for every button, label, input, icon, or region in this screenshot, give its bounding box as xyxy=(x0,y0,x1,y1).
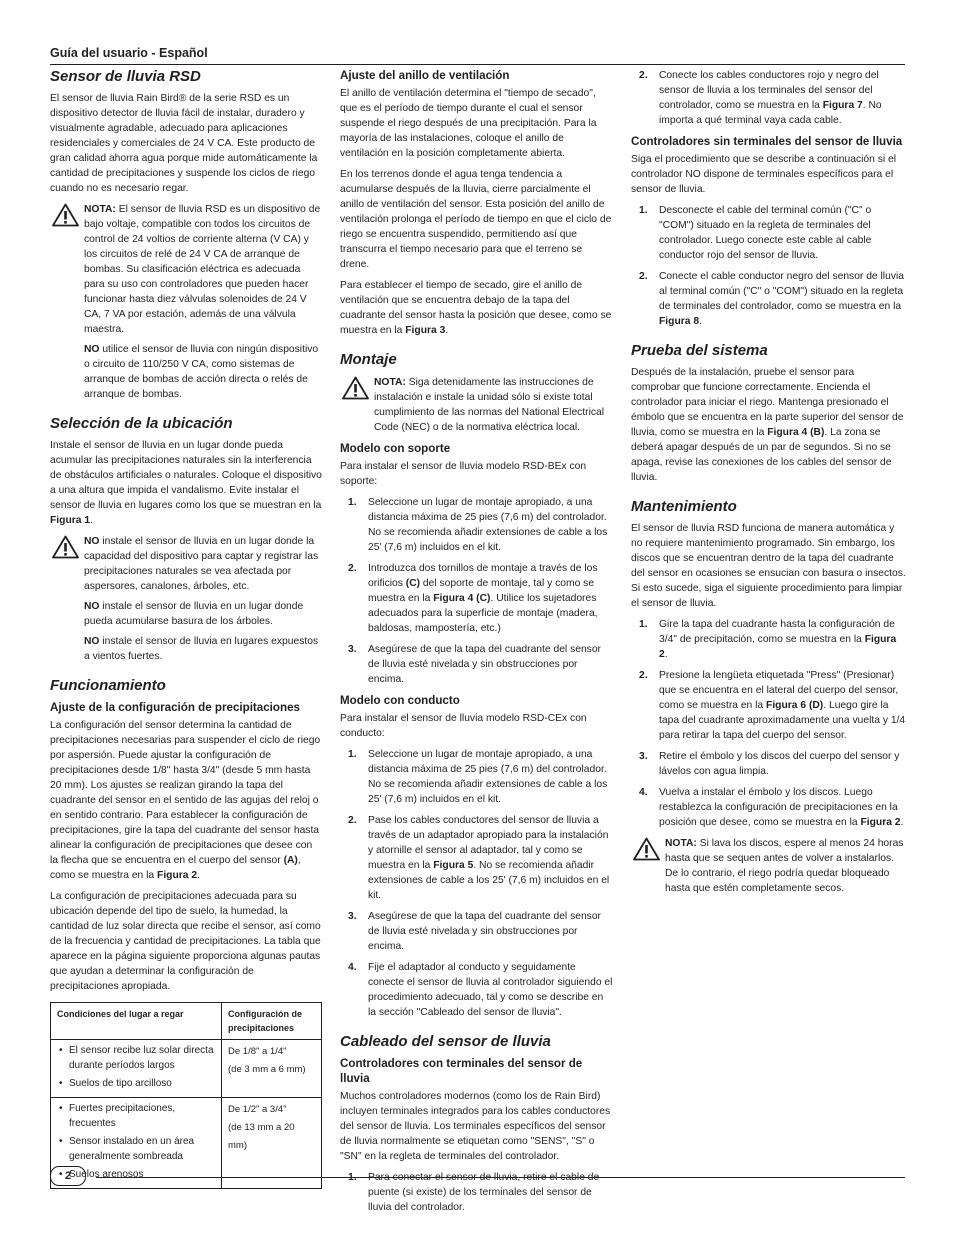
list-item: 2. Pase los cables conductores del sensor de lluvia a través de un adaptador apropiado para la instalación y atornille el sensor al adaptador, tal y como se muestra en la Figura 5. No se recomienda añadir extensiones de cable a los 25' (7,6 m) incluidos en el kit. xyxy=(348,815,610,901)
list-item: 3. Retire el émbolo y los discos del cuerpo del sensor y lávelos con agua limpia. xyxy=(639,751,900,777)
footer-rule xyxy=(96,1177,905,1178)
section-title-mounting: Montaje xyxy=(340,351,397,368)
subsection-title-bracket-model: Modelo con soporte xyxy=(340,442,451,455)
warning-icon xyxy=(52,203,79,227)
bracket-steps xyxy=(340,495,614,687)
table-header: Configuración de precipitaciones xyxy=(222,1003,322,1040)
list-item: 1. Para conectar el sensor de lluvia, retire el cable de puente (si existe) de los terminales del sensor de lluvia del controlador. xyxy=(348,1172,600,1213)
header-rule xyxy=(50,64,905,65)
list-item: 3. Asegúrese de que la tapa del cuadrante del sensor de lluvia esté nivelada y sin obstrucciones por encima. xyxy=(348,911,601,952)
section-title-wiring: Cableado del sensor de lluvia xyxy=(340,1033,551,1050)
list-item: 1. Gire la tapa del cuadrante hasta la configuración de 3/4" de precipitación, como se muestra en la Figura 2. xyxy=(639,619,897,660)
page-header-title: Guía del usuario - Español xyxy=(50,46,208,60)
list-item: 2. Conecte los cables conductores rojo y negro del sensor de lluvia a los terminales del sensor del controlador, como se muestra en la Figura 7. No importa a qué terminal vaya cada cable. xyxy=(639,70,882,126)
page-number: 2 xyxy=(50,1166,86,1186)
warning-icon xyxy=(52,535,79,559)
section-title-system-test: Prueba del sistema xyxy=(631,342,768,359)
subsection-title-without-terminals: Controladores sin terminales del sensor de lluvia xyxy=(631,135,903,148)
warning-icon xyxy=(633,837,660,861)
list-item: 4. Vuelva a instalar el émbolo y los discos. Luego restablezca la configuración de precipitaciones en la posición que desee, como se muestra en la Figura 2. xyxy=(639,787,904,828)
subsection-title-precipitation: Ajuste de la configuración de precipitaciones xyxy=(50,701,300,714)
section-title-location: Selección de la ubicación xyxy=(50,415,233,432)
list-item: 2. Conecte el cable conductor negro del sensor de lluvia al terminal común ("C" o "COM") situado en la regleta de terminales del controlador, como se muestra en la Figura 8. xyxy=(639,271,904,327)
list-item: 2. Presione la lengüeta etiquetada "Press" (Presionar) que se encuentra en el lateral del cuerpo del sensor, como se muestra en la Figura 6 (D). Luego gire la tapa del cuadrante aproximadamente una vuelta y 1/4 para retirar la tapa del cuerpo del sensor. xyxy=(639,670,906,741)
list-item: 3. Asegúrese de que la tapa del cuadrante del sensor de lluvia esté nivelada y sin obstrucciones por encima. xyxy=(348,644,601,685)
list-item: 1. Seleccione un lugar de montaje apropiado, a una distancia máxima de 25 pies (7,6 m) del controlador. No se recomienda añadir extensiones de cable a los 25' (7,6 m) incluidos en el kit. xyxy=(348,497,608,553)
subsection-title-conduit-model: Modelo con conducto xyxy=(340,694,460,707)
note-low-voltage: NOTA: El sensor de lluvia RSD es un dispositivo de bajo voltaje, compatible con todos los circuitos de control de 24 voltios de corriente alterna (V CA) y los circuitos de relé de 24 V CA de arranque de bombas. Su clasificación eléctrica es adecuada para su uso con controladores que pueden hacer funcionar hasta diez válvulas solenoides de 24 V CA, 7 VA por estación, además de una válvula maestra. NO utilice el sensor de lluvia con ningún dispositivo o circuito de 110/250 V CA, como sistemas de arranque de bombas de acción directa o relés de arranque de bombas. xyxy=(50,202,322,402)
no-terminal-steps xyxy=(631,203,906,329)
note-nec: NOTA: Siga detenidamente las instrucciones de instalación e instale la unidad sólo si existe total cumplimiento de las normas del National Electrical Code (NEC) o de la normativa eléctrica local. xyxy=(340,375,614,435)
subsection-title-with-terminals: Controladores con terminales del sensor de lluvia xyxy=(340,1057,583,1085)
precipitation-text: La configuración del sensor determina la cantidad de precipitaciones necesarias para suspender el ciclo de riego por aspersión. Puede ajustar la configuración de precipitaciones desde 1/8" hasta 3/4" (desde 5 mm hasta 20 mm). Los ajustes se realizan girando la tapa del cuadrante del sensor en el sentido de las agujas del reloj o en sentido contrario. Para establecer la configuración de precipitaciones, gire la tapa del cuadrante del sensor hasta alinear la configuración de precipitaciones que desee con la flecha que se encuentra en el cuerpo del sensor (A), como se muestra en la Figura 2. xyxy=(50,720,321,881)
list-item: 2. Introduzca dos tornillos de montaje a través de los orificios (C) del soporte de montaje, tal y como se muestra en la Figura 4 (C). Utilice los sujetadores adecuados para la superficie de montaje (madera, baldosas, mampostería, etc.) xyxy=(348,563,598,634)
note-drying: NOTA: Si lava los discos, espere al menos 24 horas hasta que se sequen antes de volver a instalarlos. De lo contrario, el riego podría quedar bloqueado hasta que estén completamente secos. xyxy=(631,836,906,896)
wiring-steps-cont xyxy=(631,68,906,128)
precipitation-text-2: La configuración de precipitaciones adecuada para su ubicación depende del tipo de suelo, la humedad, la cantidad de luz solar directa que recibe el sensor, así como de la frecuencia y cantidad de precipitaciones. La tabla que aparece en la página siguiente proporciona algunas pautas que ayudan a determinar la configuración de precipitaciones apropiada. xyxy=(50,891,321,992)
table-header: Condiciones del lugar a regar xyxy=(51,1003,222,1040)
section-title-maintenance: Mantenimiento xyxy=(631,498,737,515)
maintenance-steps xyxy=(631,617,906,830)
column-2: Ajuste del anillo de ventilación El anillo de ventilación determina el "tiempo de secado", que es el período de tiempo durante el cual el sensor suspende el riego después de una precipitación. Para la mayoría de las instalaciones, coloque el anillo de ventilación en la posición completamente abierta. En los terrenos donde el agua tenga tendencia a acumularse después de la lluvia, cierre parcialmente el anillo de ventilación del sensor. Esta posición del anillo de ventilación prolonga el período de tiempo en que el ciclo de riego se encuentra suspendido, permitiendo así que transcurra el tiempo necesario para que el terreno se drene. Para establecer el tiempo de secado, gire el anillo de ventilación que se encuentra debajo de la tapa del cuadrante del sensor hasta la posición que desee, como se muestra en la Figura 3. Montaje NOTA: Siga detenidamente las instrucciones de instalación e instale la unidad sólo si existe total cumplimiento de las normas del National Electrical Code (NEC) o de la normativa eléctrica local. Modelo con soporte Para instalar el sensor de lluvia modelo RSD-BEx con soporte: 1. Seleccione un lugar de montaje apropiado, a una distancia máxima de 25 pies (7,6 m) del controlador. No se recomienda añadir extensiones de cable a los 25' (7,6 m) incluidos en el kit. 2. Introduzca dos tornillos de montaje a través de los orificios (C) del soporte de montaje, tal y como se muestra en la Figura 4 (C). Utilice los sujetadores adecuados para la superficie de montaje (madera, baldosas, mampostería, etc.) 3. Asegúrese de que la tapa del cuadrante del sensor de lluvia esté nivelada y sin obstrucciones por encima. Modelo con conducto Para instalar el sensor de lluvia modelo RSD-CEx con conducto: 1. Seleccione un lugar de montaje apropiado, a una distancia máxima de 25 pies (7,6 m) del controlador. No se recomienda añadir extensiones de cable a los 25' (7,6 m) incluidos en el kit. 2. Pase los cables conductores del sensor de lluvia a través de un adaptador apropiado para la instalación y atornille el sensor al adaptador, tal y como se muestra en la Figura 5. No se recomienda añadir extensiones de cable a los 25' (7,6 m) incluidos en el kit. 3. Asegúrese de que la tapa del cuadrante del sensor de lluvia esté nivelada y sin obstrucciones por encima. 4. Fije el adaptador al conducto y seguidamente conecte el sensor de lluvia al controlador siguiendo el procedimiento adecuado, tal y como se describe en la sección "Cableado del sensor de lluvia". Cableado del sensor de lluvia Controladores con terminales del sensor de lluvia Muchos controladores modernos (como los de Rain Bird) incluyen terminales integrados para los cables conductores del sensor de lluvia. Los terminales específicos del sensor de lluvia normalmente se etiquetan como "SENS", "S" o "SN" en la regleta de terminales del controlador. 1. Para conectar el sensor de lluvia, retire el cable de puente (si existe) de los terminales del sensor de lluvia del controlador. xyxy=(340,69,613,1213)
table-row: • El sensor recibe luz solar directa durante períodos largos • Suelos de tipo arcilloso De 1/8" a 1/4" (de 3 mm a 6 mm) xyxy=(51,1040,322,1098)
section-title-operation: Funcionamiento xyxy=(50,677,166,694)
location-text: Instale el sensor de lluvia en un lugar donde pueda acumular las precipitaciones naturales sin la interferencia de obstáculos artificiales o naturales. Coloque el dispositivo a una altura que impida el vandalismo. Evite instalar el sensor de lluvia en lugares como los que se muestran en la Figura 1. xyxy=(50,440,322,526)
column-3: 2. Conecte los cables conductores rojo y negro del sensor de lluvia a los terminales del sensor del controlador, como se muestra en la Figura 7. No importa a qué terminal vaya cada cable. Controladores sin terminales del sensor de lluvia Siga el procedimiento que se describe a continuación si el controlador NO dispone de terminales específicos para el sensor de lluvia. 1. Desconecte el cable del terminal común ("C" o "COM") situado en la regleta de terminales del controlador. Luego conecte este cable al cable conductor rojo del sensor de lluvia. 2. Conecte el cable conductor negro del sensor de lluvia al terminal común ("C" o "COM") situado en la regleta de terminales del controlador, como se muestra en la Figura 8. Prueba del sistema Después de la instalación, pruebe el sensor para comprobar que funcione correctamente. Encienda el controlador para iniciar el riego. Mantenga presionado el émbolo que se encuentra en la parte superior del sensor de lluvia, como se muestra en la Figura 4 (B). La zona se deberá apagar después de un par de segundos. Si no se apaga, revise las conexiones de los cables del sensor de lluvia. Mantenimiento El sensor de lluvia RSD funciona de manera automática y no requiere mantenimiento programado. Sin embargo, los discos que se encuentran dentro de la tapa del cuadrante del sensor en ocasiones se ensucian con basura o insectos. Si esto sucede, siga el siguiente procedimiento para limpiar el sensor de lluvia. 1. Gire la tapa del cuadrante hasta la configuración de 3/4" de precipitación, como se muestra en la Figura 2. 2. Presione la lengüeta etiquetada "Press" (Presionar) que se encuentra en el lateral del cuerpo del sensor, como se muestra en la Figura 6 (D). Luego gire la tapa del cuadrante aproximadamente una vuelta y 1/4 para retirar la tapa del cuerpo del sensor. 3. Retire el émbolo y los discos del cuerpo del sensor y lávelos con agua limpia. 4. Vuelva a instalar el émbolo y los discos. Luego restablezca la configuración de precipitaciones en la posición que desee, como se muestra en la Figura 2. NOTA: Si lava los discos, espere al menos 24 horas hasta que se sequen antes de volver a instalarlos. De lo contrario, el riego podría quedar bloqueado hasta que estén completamente secos. xyxy=(631,70,906,894)
column-1 xyxy=(50,68,322,1189)
table-row: • Fuertes precipitaciones, frecuentes • Sensor instalado en un área generalmente sombreada • Suelos arenosos De 1/2" a 3/4" (de 13 mm a 20 mm) xyxy=(51,1098,322,1189)
warning-icon xyxy=(342,376,369,400)
list-item: 4. Fije el adaptador al conducto y seguidamente conecte el sensor de lluvia al controlador siguiendo el procedimiento adecuado, tal y como se describe en la sección "Cableado del sensor de lluvia". xyxy=(348,962,613,1018)
note-location: NO instale el sensor de lluvia en un lugar donde la capacidad del dispositivo para captar y registrar las precipitaciones naturales se vea afectada por aspersores, canalones, árboles, etc. NO instale el sensor de lluvia en un lugar donde pueda acumularse basura de los árboles. NO instale el sensor de lluvia en lugares expuestos a vientos fuertes. xyxy=(50,534,322,664)
sensor-intro: El sensor de lluvia Rain Bird® de la serie RSD es un dispositivo detector de lluvia fácil de instalar, duradero y visualmente agradable, adecuado para aplicaciones residenciales y comerciales de 24 V CA. Este producto de gran calidad ahorra agua porque mide automáticamente la cantidad de precipitaciones y suspende los ciclos de riego cuando no es necesario regar. xyxy=(50,93,318,194)
subsection-title-vent-ring: Ajuste del anillo de ventilación xyxy=(340,69,510,82)
section-title-sensor: Sensor de lluvia RSD xyxy=(50,68,201,85)
list-item: 1. Desconecte el cable del terminal común ("C" o "COM") situado en la regleta de terminales del controlador. Luego conecte este cable al cable conductor rojo del sensor de lluvia. xyxy=(639,205,872,261)
precipitation-table xyxy=(50,1002,322,1189)
list-item: 1. Seleccione un lugar de montaje apropiado, a una distancia máxima de 25 pies (7,6 m) del controlador. No se recomienda añadir extensiones de cable a los 25' (7,6 m) incluidos en el kit. xyxy=(348,749,608,805)
conduit-steps xyxy=(340,747,614,1020)
